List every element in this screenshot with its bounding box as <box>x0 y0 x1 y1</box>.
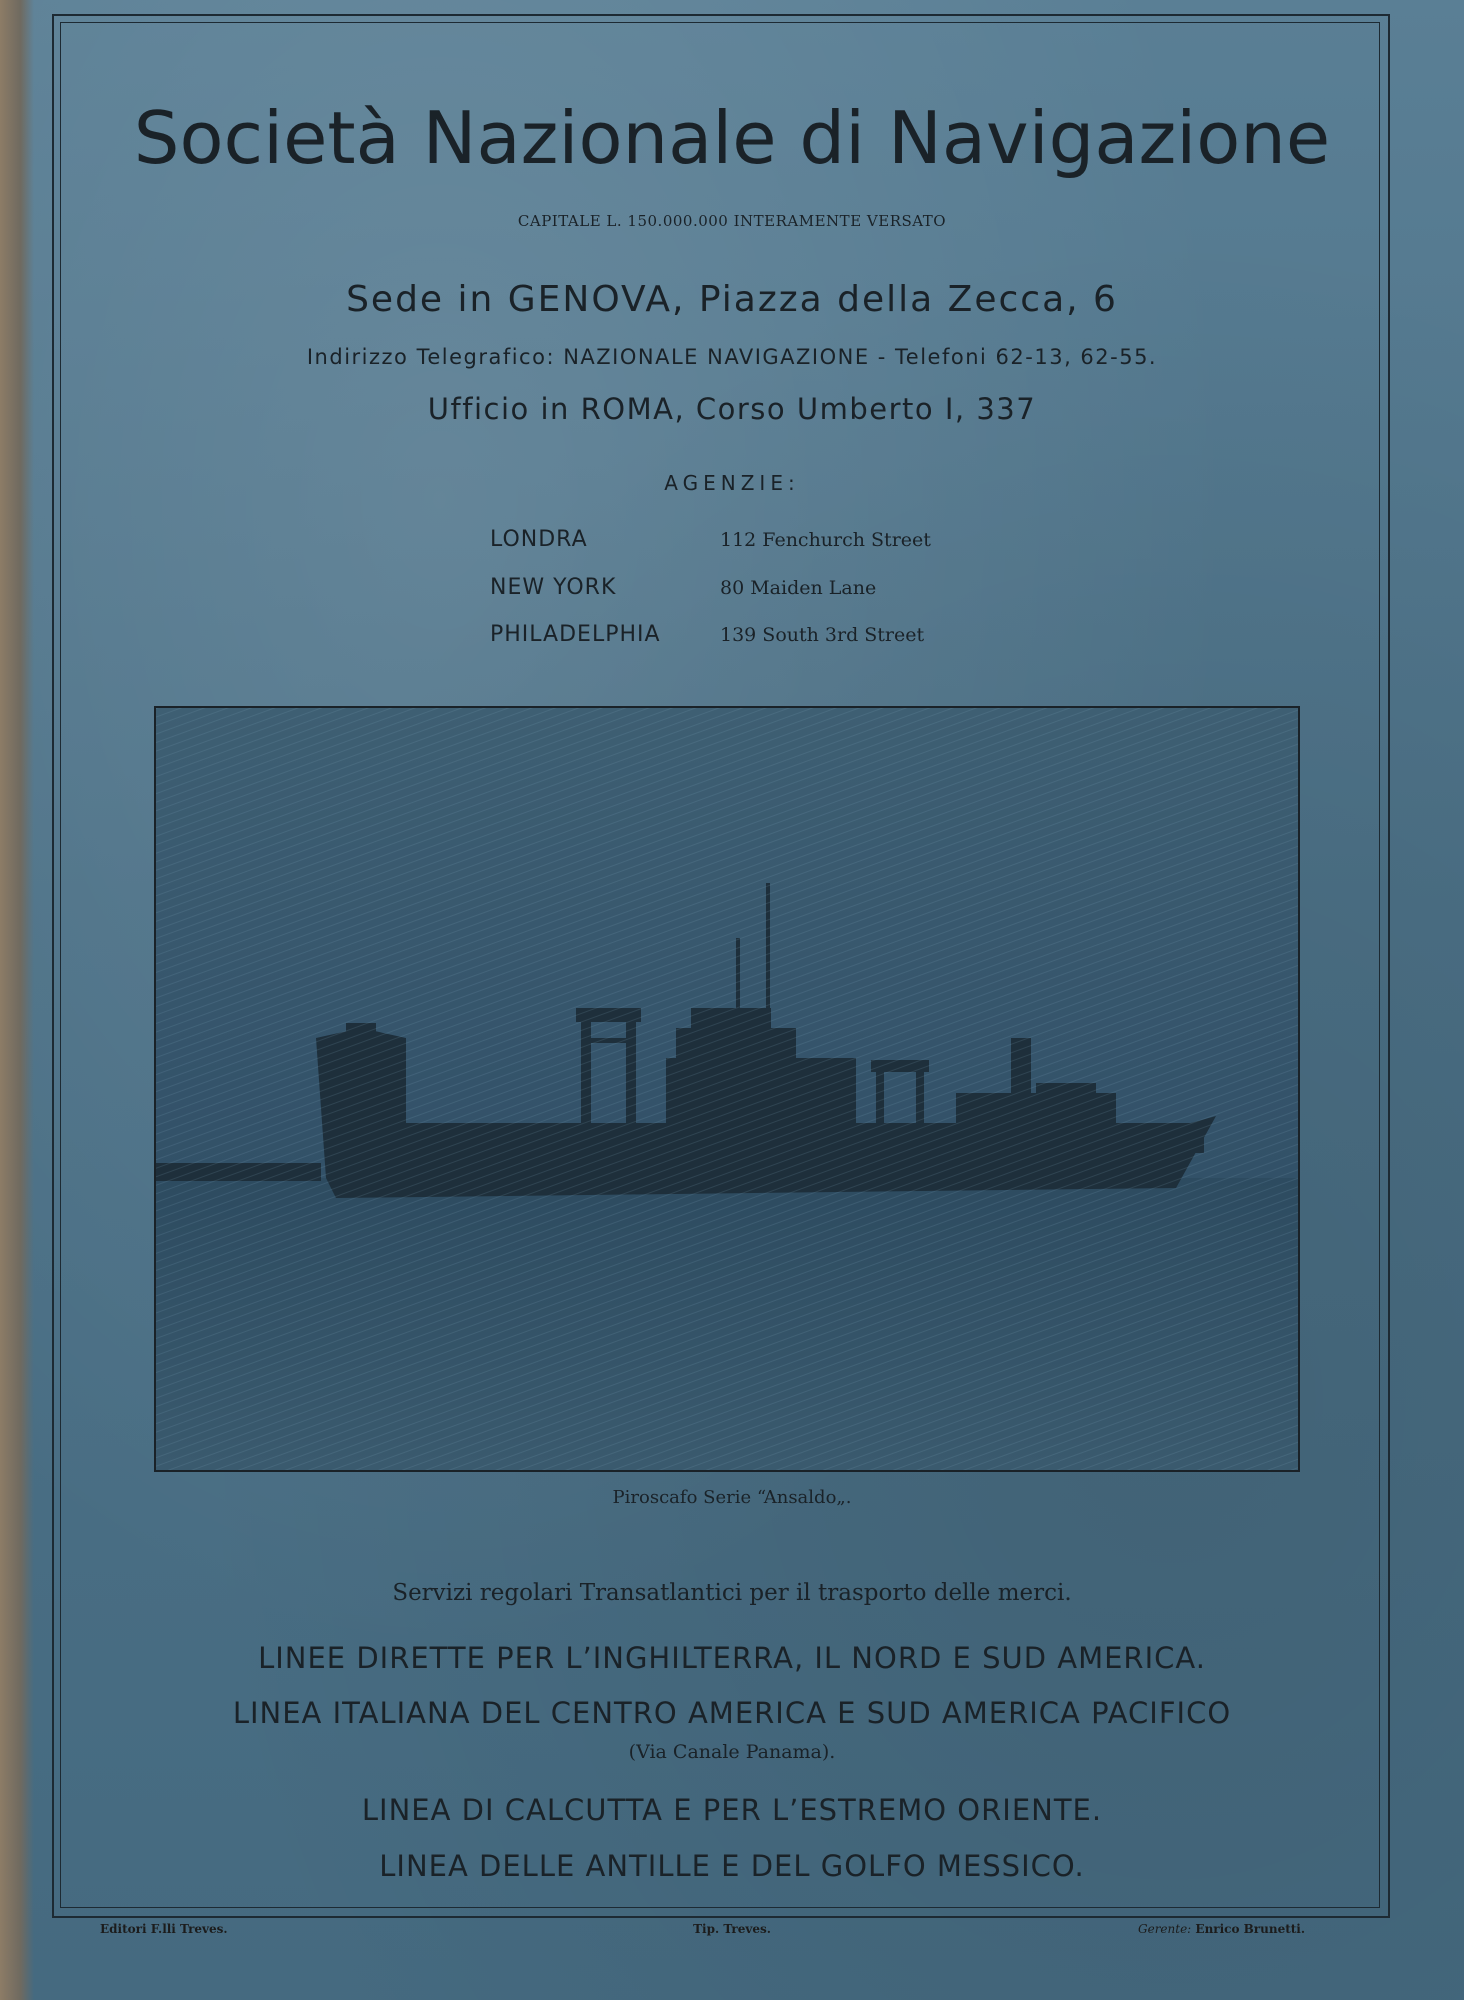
agency-address: 139 South 3rd Street <box>720 624 925 646</box>
company-title: Società Nazionale di Navigazione <box>133 96 1331 180</box>
photo-caption: Piroscafo Serie “Ansaldo„. <box>612 1487 852 1508</box>
route-line: LINEA DELLE ANTILLE E DEL GOLFO MESSICO. <box>379 1849 1085 1883</box>
footer-printer: Tip. Treves. <box>693 1922 771 1936</box>
route-note: (Via Canale Panama). <box>628 1741 836 1763</box>
steamship-illustration <box>156 708 1298 1470</box>
agencies-heading: AGENZIE: <box>664 471 800 495</box>
ship-photograph <box>154 706 1300 1472</box>
agency-city: NEW YORK <box>490 575 617 600</box>
agency-row-new-york <box>490 575 1050 600</box>
capital-line: CAPITALE L. 150.000.000 INTERAMENTE VERSATO <box>517 212 947 230</box>
agency-city: PHILADELPHIA <box>490 622 661 647</box>
telegraph-line: Indirizzo Telegrafico: NAZIONALE NAVIGAZIONE - Telefoni 62-13, 62-55. <box>306 345 1158 369</box>
headquarters-line: Sede in GENOVA, Piazza della Zecca, 6 <box>346 279 1118 320</box>
route-line: LINEA DI CALCUTTA E PER L’ESTREMO ORIENTE. <box>361 1793 1103 1827</box>
footer-manager <box>1138 1922 1305 1936</box>
agency-row-london <box>490 527 1050 552</box>
route-line: LINEE DIRETTE PER L’INGHILTERRA, IL NORD E SUD AMERICA. <box>258 1641 1206 1675</box>
footer-manager-name: Enrico Brunetti. <box>1195 1922 1306 1936</box>
agency-city: LONDRA <box>490 527 588 552</box>
rome-office-line: Ufficio in ROMA, Corso Umberto I, 337 <box>427 392 1037 426</box>
agency-row-philadelphia <box>490 622 1050 647</box>
agency-address: 80 Maiden Lane <box>720 577 877 599</box>
footer-manager-role: Gerente: <box>1138 1922 1192 1936</box>
footer-publisher: Editori F.lli Treves. <box>100 1922 228 1936</box>
services-intro: Servizi regolari Transatlantici per il trasporto delle merci. <box>392 1580 1072 1606</box>
agency-address: 112 Fenchurch Street <box>720 529 931 551</box>
route-line: LINEA ITALIANA DEL CENTRO AMERICA E SUD AMERICA PACIFICO <box>232 1696 1232 1730</box>
